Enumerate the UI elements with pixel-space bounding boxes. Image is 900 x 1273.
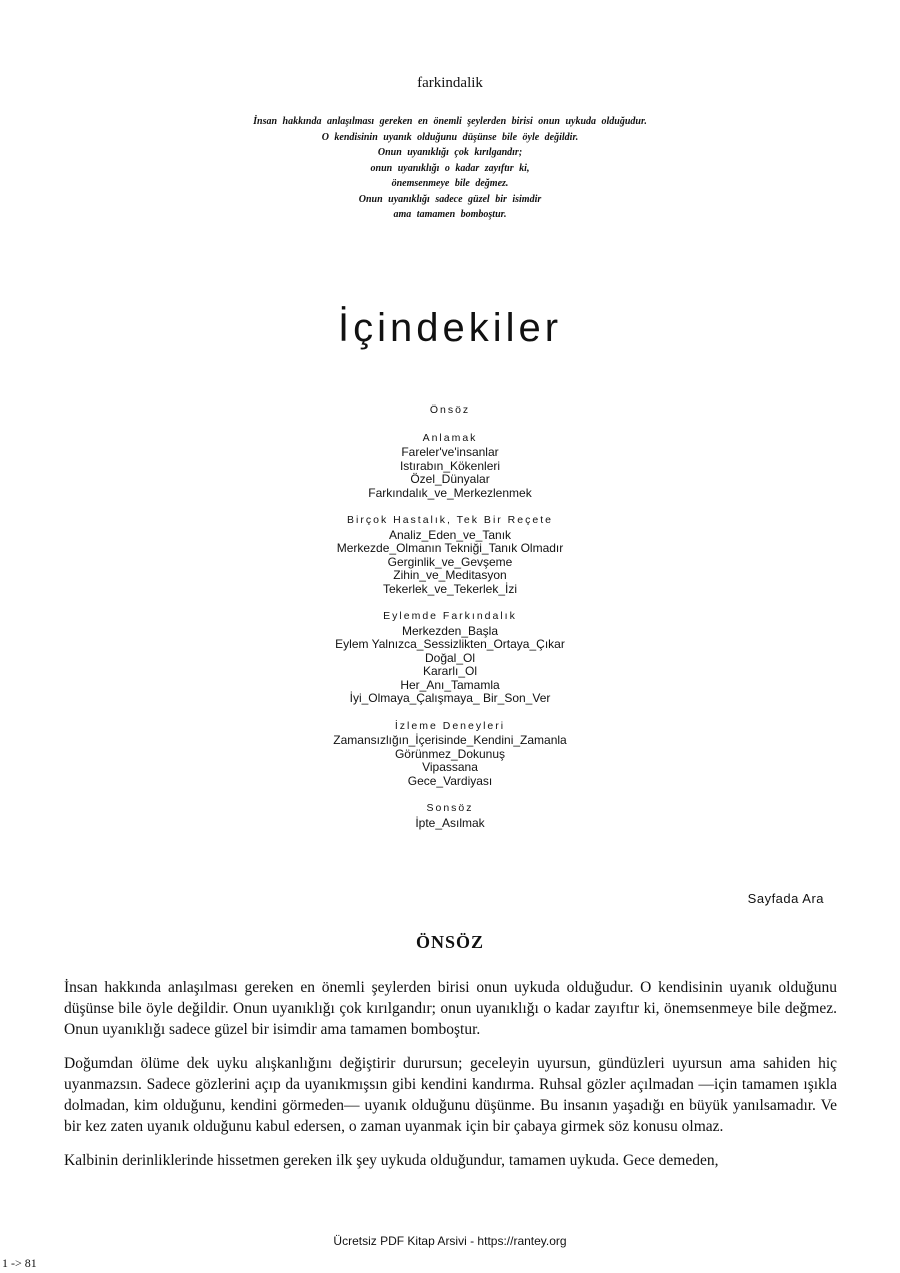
toc-link[interactable]: Görünmez_Dokunuş [394,746,506,761]
toc-link[interactable]: İpte_Asılmak [415,815,485,830]
paragraph: Kalbinin derinliklerinde hissetmen gereken ilk şey uykuda olduğundur, tamamen uykuda. Gece demeden, [64,1152,719,1169]
toc-section [0,802,900,830]
toc-link[interactable]: Kararlı_Ol [422,664,478,678]
toc-link[interactable]: Merkezden_Başla [401,623,499,638]
toc-link[interactable]: Merkezde_Olmanın Tekniği_Tanık Olmadır [336,541,564,555]
toc-link[interactable]: Her_Anı_Tamamla [400,677,500,692]
toc-link[interactable]: Eylem Yalnızca_Sessizlikten_Ortaya_Çıkar [335,637,565,651]
epigraph-line: onun uyanıklığı o kadar zayıftır ki, [370,162,530,174]
toc-section-title[interactable]: Sonsöz [426,802,474,814]
paragraph: İnsan hakkında anlaşılması gereken en önemli şeylerden birisi onun uykuda olduğudur. O kendisinin uyanık olduğunu düşünse bile öyle değildir. Onun uyanıklığı çok kırılgandır; onun uyanıklığı o kadar zayıftır ki, önemsenmeye bile değmez. Onun uyanıklığı sadece güzel bir isimdir ama tamamen bomboştur. [64,979,837,1038]
epigraph-line: önemsenmeye bile değmez. [391,178,509,189]
toc-link[interactable]: Farkındalık_ve_Merkezlenmek [368,485,532,500]
epigraph-line: ama tamamen bomboştur. [393,209,507,220]
toc-link-onsoz[interactable]: Önsöz [429,404,471,416]
toc-section [0,610,900,706]
toc-link[interactable]: Tekerlek_ve_Tekerlek_İzi [382,581,518,596]
epigraph-line: O kendisinin uyanık olduğunu düşünse bile öyle değildir. [321,131,579,143]
toc-title: İçindekiler [337,306,563,350]
toc-link[interactable]: Analiz_Eden_ve_Tanık [388,527,512,542]
footer-link[interactable]: Ücretsiz PDF Kitap Arsivi - https://rantey.org [333,1234,567,1248]
search-in-page-link[interactable]: Sayfada Ara [747,891,824,906]
body-text [64,977,837,1184]
toc-section [0,404,900,418]
toc-link[interactable]: Gece_Vardiyası [407,773,493,788]
section-heading: ÖNSÖZ [415,932,485,952]
toc-link[interactable]: Doğal_Ol [424,650,476,665]
document-header-title: farkindalik [417,75,483,91]
toc-link[interactable]: Zamansızlığın_İçerisinde_Kendini_Zamanla [333,733,567,747]
page-indicator: 1 -> 81 [2,1256,37,1270]
toc-link[interactable]: Fareler've'insanlar [401,445,499,459]
toc-section-title[interactable]: Eylemde Farkındalık [383,610,517,622]
epigraph-line: Onun uyanıklığı sadece güzel bir isimdir [358,193,542,205]
toc-section [0,720,900,789]
toc-link[interactable]: Zihin_ve_Meditasyon [393,568,507,582]
table-of-contents [0,404,900,844]
toc-link[interactable]: İyi_Olmaya_Çalışmaya_ Bir_Son_Ver [349,691,551,705]
toc-link[interactable]: Özel_Dünyalar [410,472,490,486]
epigraph-line: Onun uyanıklığı çok kırılgandır; [377,147,523,158]
epigraph [0,114,900,223]
paragraph: Doğumdan ölüme dek uyku alışkanlığını değiştirir durursun; geceleyin uyursun, gündüzleri uyursun ama sahiden hiç uyanmazsın. Sadece gözlerini açıp da uyanıkmışsın gibi kendini kandırma. Ruhsal gözler açılmadan —için tamamen ışıkla dolmadan, kim olduğunu, kendini görmeden— uyanık olduğunu düşünme. Bu insanın yaşadığı en büyük yanılsamadır. Ve bir kez zaten uyanık olduğunu kabul edersen, o zaman uyanmak için bir çabaya girmek söz konusu olmaz. [64,1055,837,1135]
epigraph-line: İnsan hakkında anlaşılması gereken en önemli şeylerden birisi onun uykuda olduğudur. [253,116,647,127]
toc-link[interactable]: Istırabın_Kökenleri [399,458,501,473]
toc-link[interactable]: Gerginlik_ve_Gevşeme [387,554,513,569]
toc-section [0,514,900,596]
toc-link[interactable]: Vipassana [422,760,478,774]
toc-section-title[interactable]: Birçok Hastalık, Tek Bir Reçete [347,514,553,526]
toc-section-title[interactable]: Anlamak [422,431,478,444]
toc-section-title[interactable]: İzleme Deneyleri [394,719,506,732]
toc-section [0,432,900,501]
